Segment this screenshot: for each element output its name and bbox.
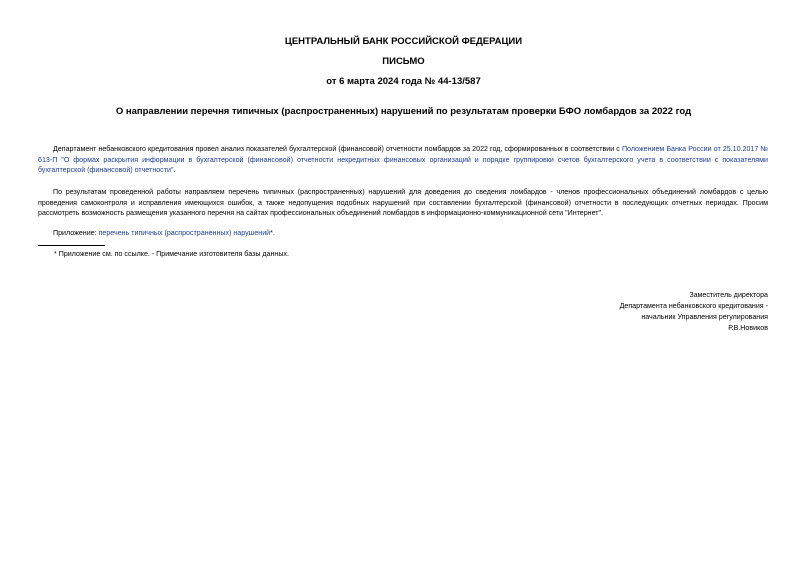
regulation-link[interactable]: Положением Банка России от 25.10.2017 № 613-П "О формах раскрытия информации в бухгалтерской (финансовой) отчетности некредитных финансовых организаций и порядке группировки счетов бухгалтерского учета в соответствии с показателями бухгалтерской (финансовой) отчетности" [38,145,769,175]
issuer-title: ЦЕНТРАЛЬНЫЙ БАНК РОССИЙСКОЙ ФЕДЕРАЦИИ [284,36,523,47]
signatory-position-3: начальник Управления регулирования [641,313,768,322]
footnote-divider [38,245,105,246]
paragraph-analysis-end: . [173,166,176,175]
signatory-position-2: Департамента небанковского кредитования - [619,302,768,311]
appendix-label: Приложение: [53,229,99,237]
paragraph-results [38,187,768,219]
signatory-position-1: Заместитель директора [689,291,768,299]
appendix-line [38,228,768,239]
appendix-end: *. [270,229,275,237]
document-subject: О направлении перечня типичных (распространенных) нарушений по результатам проверки БФО ломбардов за 2022 год [115,106,692,117]
signature-block [468,290,768,334]
footnote: * Приложение см. по ссылке. - Примечание изготовителя базы данных. [54,250,289,258]
signatory-name: Р.В.Новиков [728,324,768,333]
document-type: ПИСЬМО [382,56,425,67]
paragraph-results-text: По результатам проведенной работы направляем перечень типичных (распространенных) нарушений для доведения до сведения ломбардов - членов профессиональных объединений ломбардов с целью проведения самоконтроля и исправления имеющихся ошибок, а также недопущения подобных нарушений при составлении бухгалтерской (финансовой) отчетности в последующих отчетных периодах. Просим рассмотреть возможность размещения указанного перечня на сайтах профессиональных объединений ломбардов в информационно-коммуникационной сети "Интернет". [38,188,768,218]
document-date-number: от 6 марта 2024 года № 44-13/587 [326,76,481,87]
paragraph-analysis [38,144,768,176]
paragraph-analysis-text: Департамент небанковского кредитования провел анализ показателей бухгалтерской (финансовой) отчетности ломбардов за 2022 год, сформированных в соответствии с [53,145,622,153]
appendix-link[interactable]: перечень типичных (распространенных) нарушений [98,229,271,237]
